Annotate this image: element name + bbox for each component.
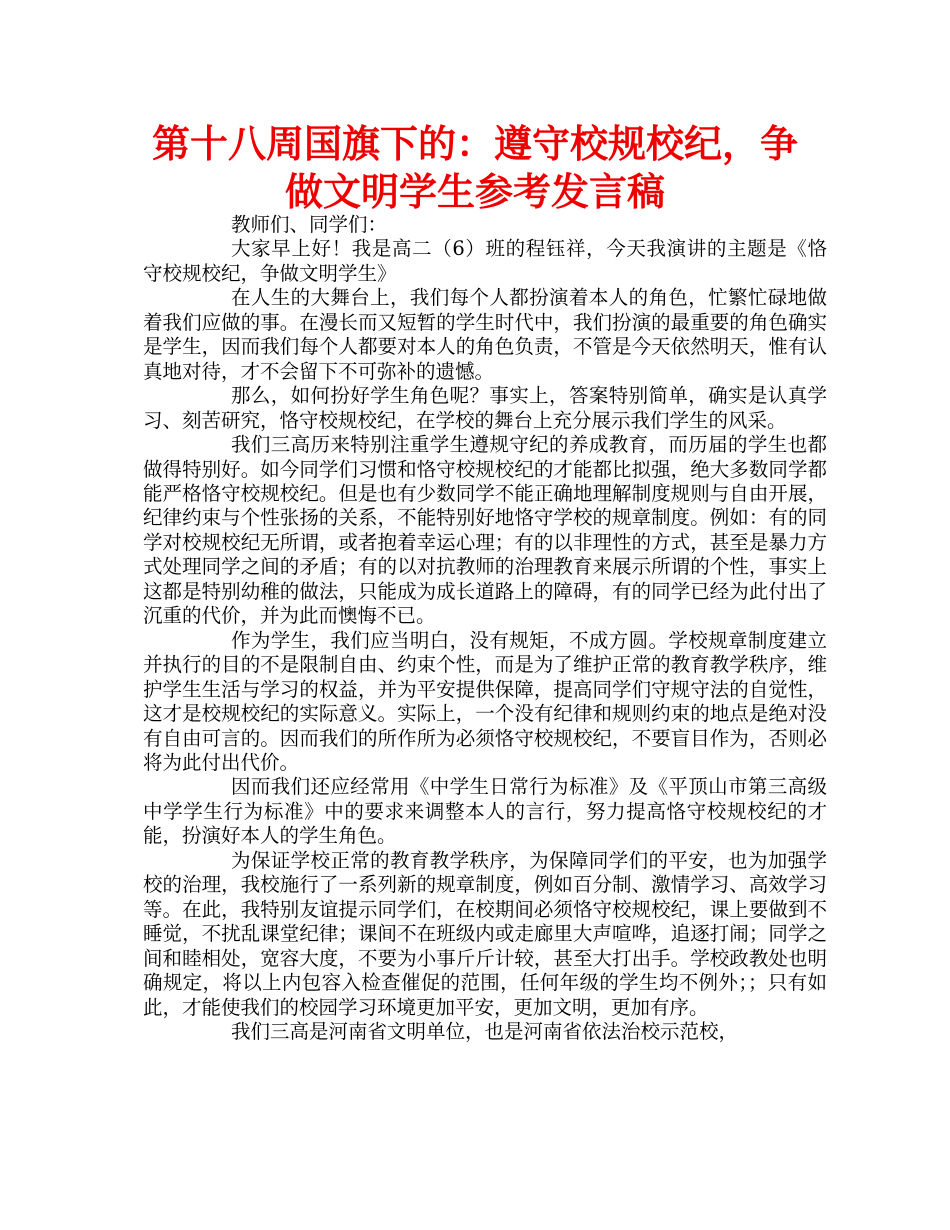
document-title: 第十八周国旗下的：遵守校规校纪，争做文明学生参考发言稿	[151, 122, 798, 214]
body-paragraph: 那么，如何扮好学生角色呢？事实上，答案特别简单，确实是认真学习、刻苦研究，恪守校规校纪，在学校的舞台上充分展示我们学生的风采。	[143, 384, 827, 432]
body-paragraph: 因而我们还应经常用《中学生日常行为标准》及《平顶山市第三高级中学学生行为标准》中的要求来调整本人的言行，努力提高恪守校规校纪的才能，扮演好本人的学生角色。	[143, 775, 827, 848]
body-paragraph: 作为学生，我们应当明白，没有规矩，不成方圆。学校规章制度建立并执行的目的不是限制自由、约束个性，而是为了维护正常的教育教学秩序，维护学生生活与学习的权益，并为平安提供保障，提高同学们守规守法的自觉性，这才是校规校纪的实际意义。实际上，一个没有纪律和规则约束的地点是绝对没有自由可言的。因而我们的所作所为必须恪守校规校纪，不要盲目作为，否则必将为此付出代价。	[143, 628, 827, 774]
body-paragraph: 为保证学校正常的教育教学秩序，为保障同学们的平安，也为加强学校的治理，我校施行了一系列新的规章制度，例如百分制、激情学习、高效学习等。在此，我特别友谊提示同学们，在校期间必须恪守校规校纪，课上要做到不睡觉，不扰乱课堂纪律；课间不在班级内或走廊里大声喧哗，追逐打闹；同学之间和睦相处，宽容大度，不要为小事斤斤计较，甚至大打出手。学校政教处也明确规定，将以上内包容入检查催促的范围，任何年级的学生均不例外；；只有如此，才能使我们的校园学习环境更加平安，更加文明，更加有序。	[143, 848, 827, 1019]
document-body	[143, 213, 827, 1044]
salutation-paragraph: 教师们、同学们：	[231, 213, 388, 236]
body-paragraph: 我们三高历来特别注重学生遵规守纪的养成教育，而历届的学生也都做得特别好。如今同学们习惯和恪守校规校纪的才能都比拟强，绝大多数同学都能严格恪守校规校纪。但是也有少数同学不能正确地理解制度规则与自由开展，纪律约束与个性张扬的关系，不能特别好地恪守学校的规章制度。例如：有的同学对校规校纪无所谓，或者抱着幸运心理；有的以非理性的方式，甚至是暴力方式处理同学之间的矛盾；有的以对抗教师的治理教育来展示所谓的个性，事实上这都是特别幼稚的做法，只能成为成长道路上的障碍，有的同学已经为此付出了沉重的代价，并为此而懊悔不已。	[143, 433, 827, 628]
body-paragraph: 我们三高是河南省文明单位，也是河南省依法治校示范校，	[231, 1019, 739, 1043]
body-paragraph: 大家早上好！我是高二（6）班的程钰祥，今天我演讲的主题是《恪守校规校纪，争做文明学生》	[143, 237, 827, 285]
body-paragraph: 在人生的大舞台上，我们每个人都扮演着本人的角色，忙繁忙碌地做着我们应做的事。在漫长而又短暂的学生时代中，我们扮演的最重要的角色确实是学生，因而我们每个人都要对本人的角色负责，不管是今天依然明天，惟有认真地对待，才不会留下不可弥补的遗憾。	[143, 286, 827, 383]
